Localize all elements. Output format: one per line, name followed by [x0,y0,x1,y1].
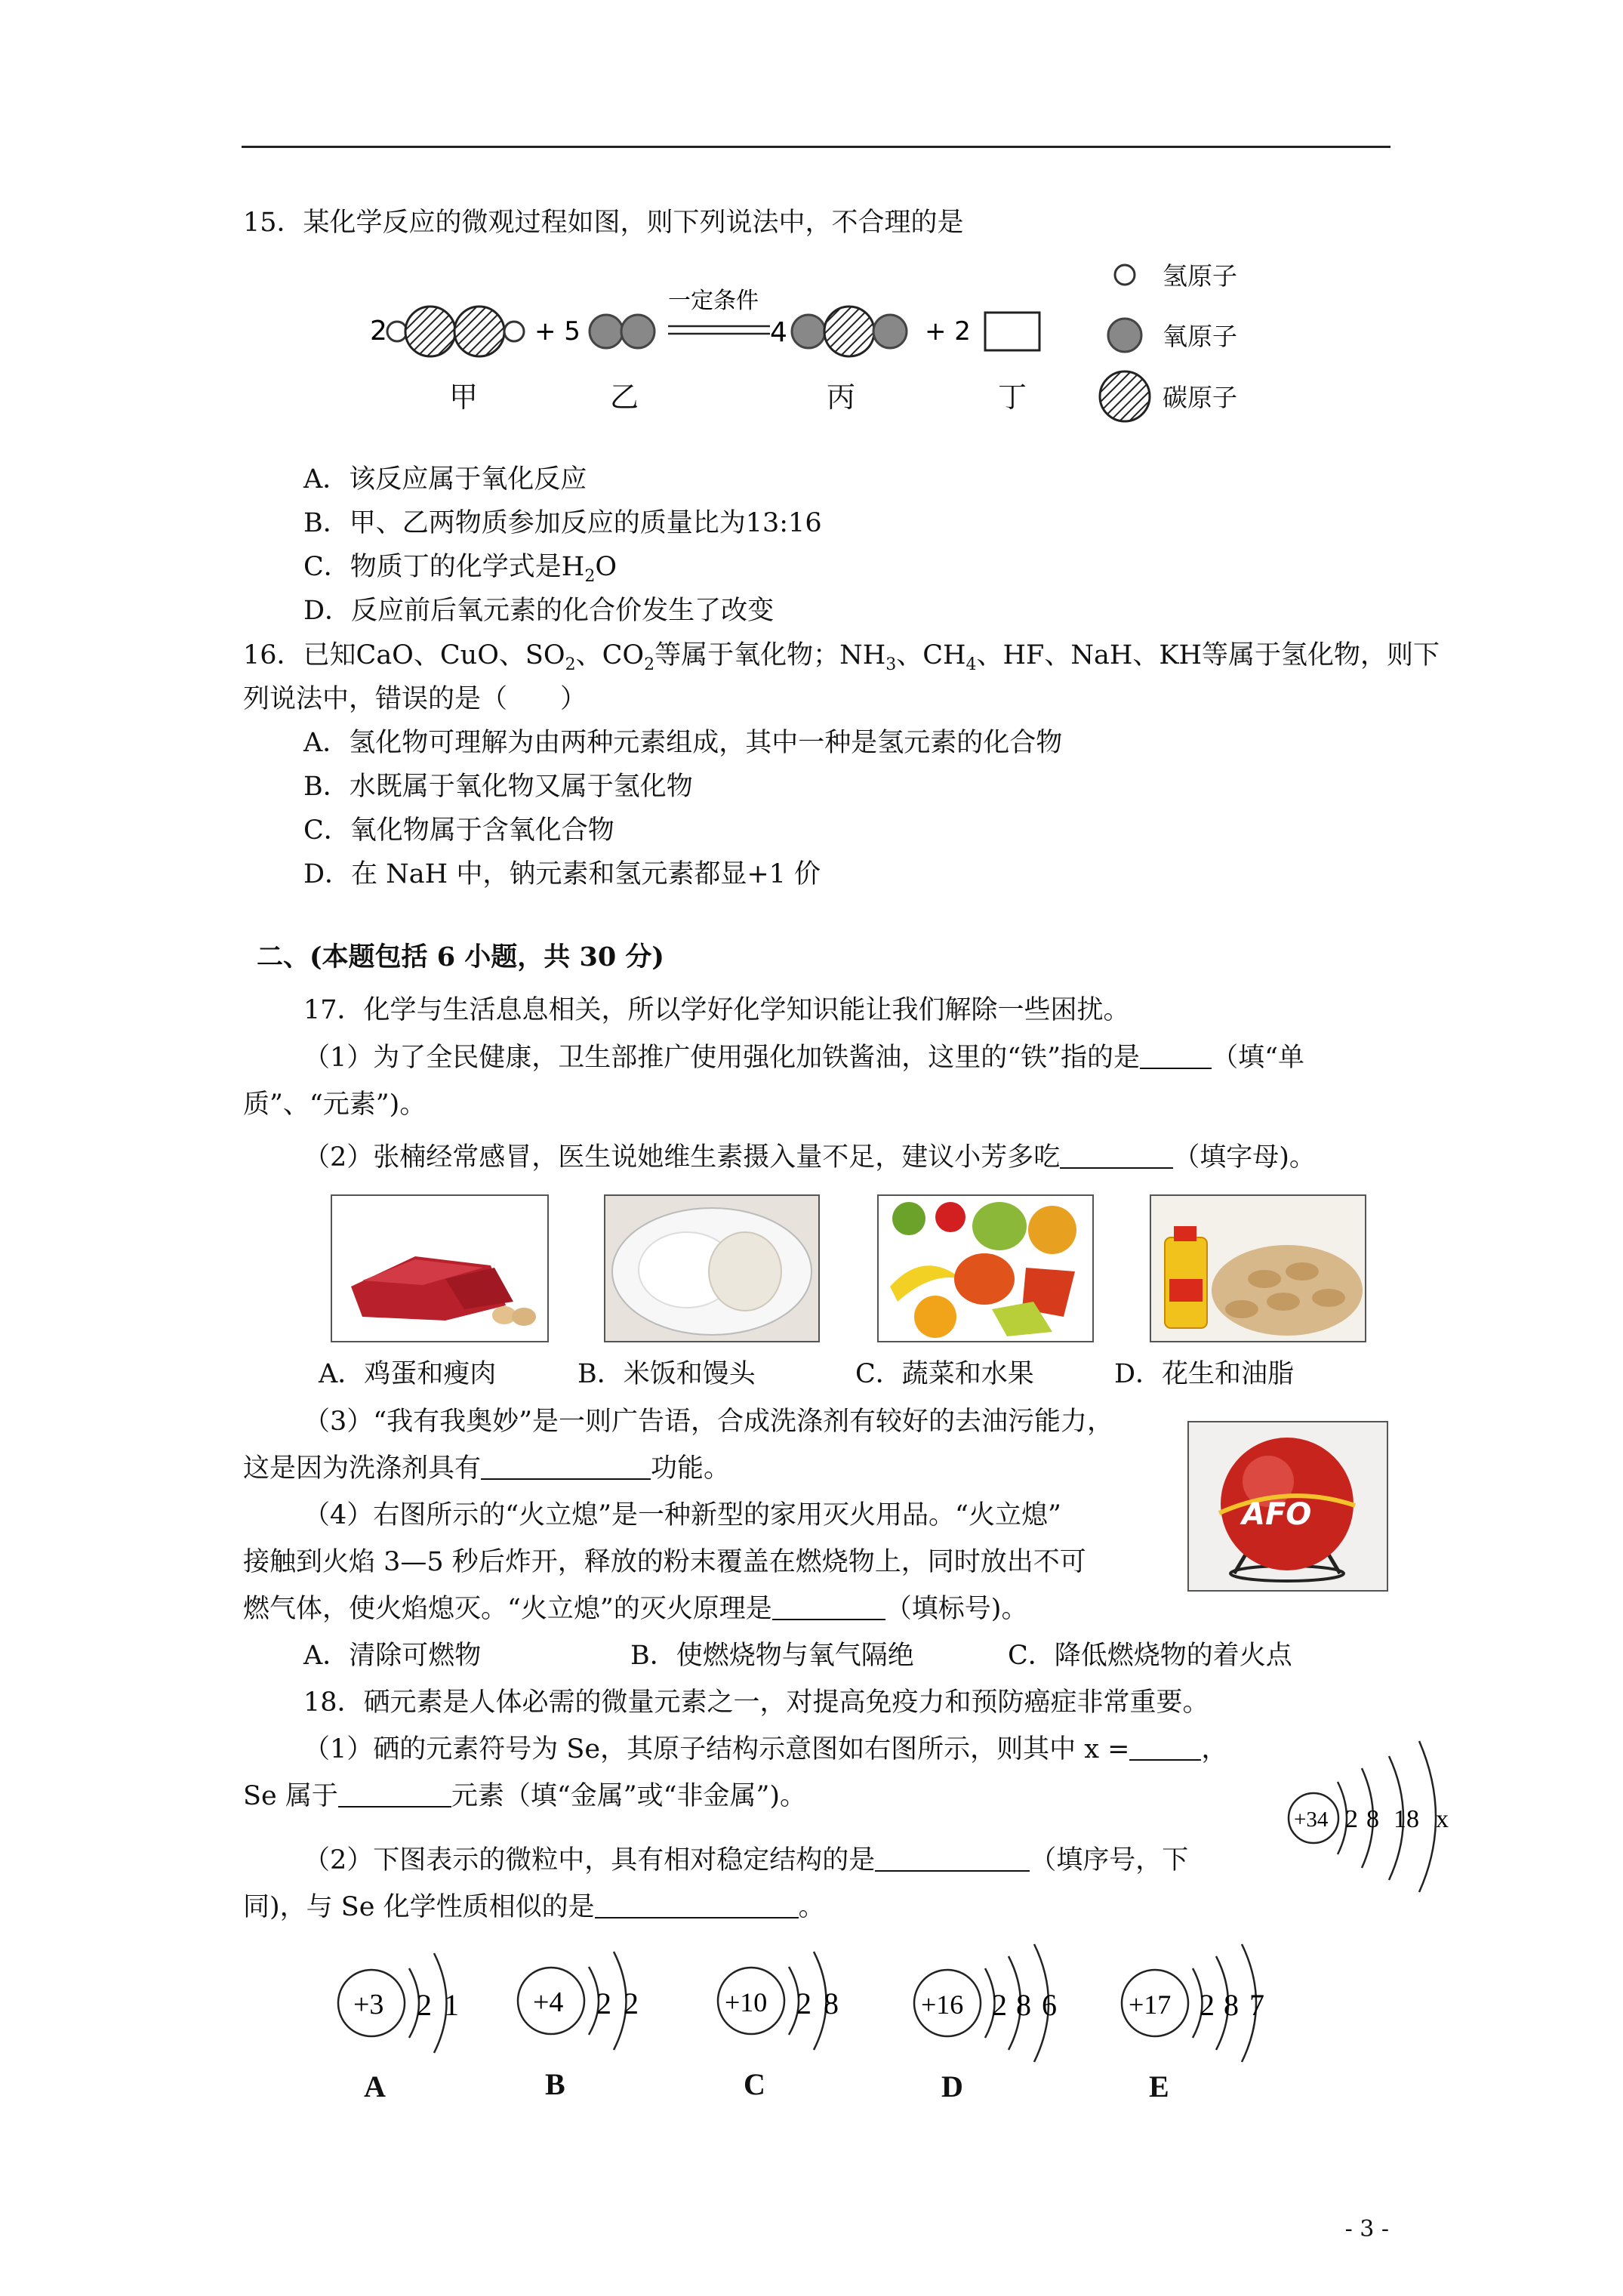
particle-d [914,1944,1057,2062]
q17-part1-line1: （1）为了全民健康，卫生部推广使用强化加铁酱油，这里的“铁”指的是 （填“单 [303,1043,1304,1073]
q16-option-d: D．在 NaH 中，钠元素和氢元素都显+1 价 [303,859,821,889]
particle-letter-b: B [545,2067,565,2101]
label-yi: 乙 [610,381,639,414]
label-bing: 丙 [827,381,856,414]
unknown-product-box [985,313,1039,350]
q17-part4-line3: 燃气体，使火焰熄灭。“火立熄”的灭火原理是 （填标号)。 [243,1594,1028,1624]
oxygen-atom-icon [792,315,825,348]
q17-part3-line1: （3）“我有我奥妙”是一则广告语，合成洗涤剂有较好的去油污能力， [303,1407,1114,1437]
fire-option-a: A．清除可燃物 [303,1641,482,1671]
particle-structures [325,1937,1329,2065]
q17-part2: （2）张楠经常感冒，医生说她维生素摄入量不足，建议小芳多吃 （填字母)。 [303,1142,1316,1173]
answer-blank[interactable] [1140,1042,1212,1069]
label-ding: 丁 [998,381,1027,414]
particle-a [338,1953,459,2053]
hydrogen-atom-icon [387,322,407,341]
legend-oxygen: 氧原子 [1163,322,1237,351]
fire-extinguisher-ball-image [1187,1421,1388,1592]
food-image-meat-eggs [331,1194,549,1342]
extinguisher-brand: AFO [1242,1497,1312,1532]
particle-b [518,1952,639,2050]
food-image-rice-buns [604,1194,820,1342]
se-shell-4: x [1436,1805,1449,1833]
q17-part1-line2: 质”、“元素”)。 [243,1089,427,1120]
legend-icons [1091,257,1159,430]
answer-blank[interactable] [875,1845,1030,1872]
peanuts-oil-svg [1151,1196,1365,1341]
particle-a-shell-2: 1 [444,1988,459,2022]
q15-stem: 15．某化学反应的微观过程如图，则下列说法中，不合理的是 [243,208,964,238]
particle-b-nucleus: +4 [533,1986,564,2018]
fire-option-c: C．降低燃烧物的着火点 [1008,1641,1292,1671]
plus-1: + 5 [534,316,581,347]
carbon-atom-icon [824,307,874,356]
fire-option-b: B．使燃烧物与氧气隔绝 [630,1641,914,1671]
q16-stem-line1: 16．已知CaO、CuO、$SO_2$、$CO_2$等属于氧化物；$NH_3$、$CH_4$、HF、NaH、KH等属于氢化物，则下 [243,640,1440,674]
food-image-peanuts-oil [1150,1194,1366,1342]
food-option-b: B．米饭和馒头 [577,1359,756,1389]
particle-b-shell-2: 2 [624,1986,639,2020]
answer-blank[interactable] [1129,1734,1201,1761]
label-jia: 甲 [449,381,479,414]
particle-c [718,1952,839,2050]
particle-d-nucleus: +16 [921,1989,964,2020]
particle-e-nucleus: +17 [1129,1989,1172,2020]
oxygen-atom-icon [590,315,623,348]
particle-letter-c: C [744,2067,765,2101]
se-shell-3: 18 [1394,1805,1419,1833]
q15-option-d: D．反应前后氧元素的化合价发生了改变 [303,596,775,626]
particle-e-shell-1: 2 [1200,1988,1215,2022]
fruits-svg [879,1196,1092,1341]
hydrogen-atom-icon [1115,265,1135,285]
q16-stem-line2: 列说法中，错误的是（ ） [243,684,587,714]
particle-a-nucleus: +3 [353,1989,384,2020]
rice-buns-svg [605,1196,818,1341]
q17-part3-line2: 这是因为洗涤剂具有 功能。 [243,1453,731,1484]
q16-option-c: C．氧化物属于含氧化合物 [303,815,614,846]
se-shell-1: 2 [1345,1805,1358,1833]
coef-jia: 2 [370,316,387,347]
se-nucleus-charge: +34 [1294,1808,1329,1832]
answer-blank[interactable] [595,1891,799,1918]
legend-hydrogen: 氢原子 [1163,261,1237,291]
food-option-c: C．蔬菜和水果 [855,1359,1034,1389]
food-option-a: A．鸡蛋和瘦肉 [319,1359,497,1389]
page-number: - 3 - [1344,2216,1389,2242]
carbon-atom-icon [405,307,455,356]
particle-d-shell-3: 6 [1042,1988,1057,2022]
q18-part2-line1: （2）下图表示的微粒中，具有相对稳定结构的是 （填序号，下 [303,1845,1189,1875]
particle-d-shell-2: 8 [1016,1988,1031,2022]
particle-e-shell-2: 8 [1224,1988,1239,2022]
particle-c-shell-2: 8 [824,1986,839,2020]
q15-option-a: A．该反应属于氧化反应 [303,464,587,495]
q18-stem: 18．硒元素是人体必需的微量元素之一，对提高免疫力和预防癌症非常重要。 [303,1687,1209,1718]
q18-part2-line2: 同)，与 Se 化学性质相似的是 。 [243,1892,825,1922]
q15-option-b: B．甲、乙两物质参加反应的质量比为13:16 [303,508,822,538]
header-rule [242,146,1390,148]
q17-stem: 17．化学与生活息息相关，所以学好化学知识能让我们解除一些困扰。 [303,995,1130,1025]
particle-letter-a: A [364,2069,386,2103]
hydrogen-atom-icon [504,322,524,341]
answer-blank[interactable] [338,1780,451,1808]
q17-part4-line1: （4）右图所示的“火立熄”是一种新型的家用灭火用品。“火立熄” [303,1500,1061,1530]
q18-part1-line1: （1）硒的元素符号为 Se，其原子结构示意图如右图所示，则其中 x = ， [303,1734,1228,1764]
particle-letter-e: E [1149,2069,1169,2103]
particle-c-shell-1: 2 [796,1986,812,2020]
q15-option-c: C．物质丁的化学式是$H_2O$ [303,552,617,586]
legend-carbon: 碳原子 [1163,383,1237,412]
particle-e-shell-3: 7 [1249,1988,1264,2022]
answer-blank[interactable] [772,1593,885,1620]
q16-option-a: A．氢化物可理解为由两种元素组成，其中一种是氢元素的化合物 [303,728,1063,758]
meat-eggs-svg [332,1196,547,1341]
oxygen-atom-icon [873,315,907,348]
particle-b-shell-1: 2 [596,1986,611,2020]
plus-2: + 2 [925,316,971,347]
food-image-fruits-vegetables [877,1194,1094,1342]
se-shell-2: 8 [1366,1805,1379,1833]
oxygen-atom-icon [621,315,654,348]
particle-letter-d: D [941,2069,963,2103]
selenium-atom-diagram [1283,1729,1457,1895]
answer-blank[interactable] [481,1453,651,1480]
particle-a-shell-1: 2 [417,1988,432,2022]
coef-bing: 4 [770,317,787,348]
particle-d-shell-1: 2 [992,1988,1007,2022]
answer-blank[interactable] [1060,1142,1173,1169]
q17-part4-line2: 接触到火焰 3—5 秒后炸开，释放的粉末覆盖在燃烧物上，同时放出不可 [243,1547,1086,1577]
particle-e [1122,1944,1264,2062]
section-2-heading: 二、(本题包括 6 小题，共 30 分) [257,942,664,972]
carbon-atom-icon [454,307,504,356]
extinguisher-svg [1189,1422,1387,1590]
particle-c-nucleus: +10 [725,1987,768,2017]
reaction-condition: 一定条件 [668,288,759,314]
oxygen-atom-icon [1108,319,1141,352]
q16-option-b: B．水既属于氧化物又属于氢化物 [303,772,693,802]
q18-part1-line2: Se 属于 元素（填“金属”或“非金属”)。 [243,1781,807,1811]
carbon-atom-icon [1100,371,1150,421]
food-option-d: D．花生和油脂 [1114,1359,1295,1389]
